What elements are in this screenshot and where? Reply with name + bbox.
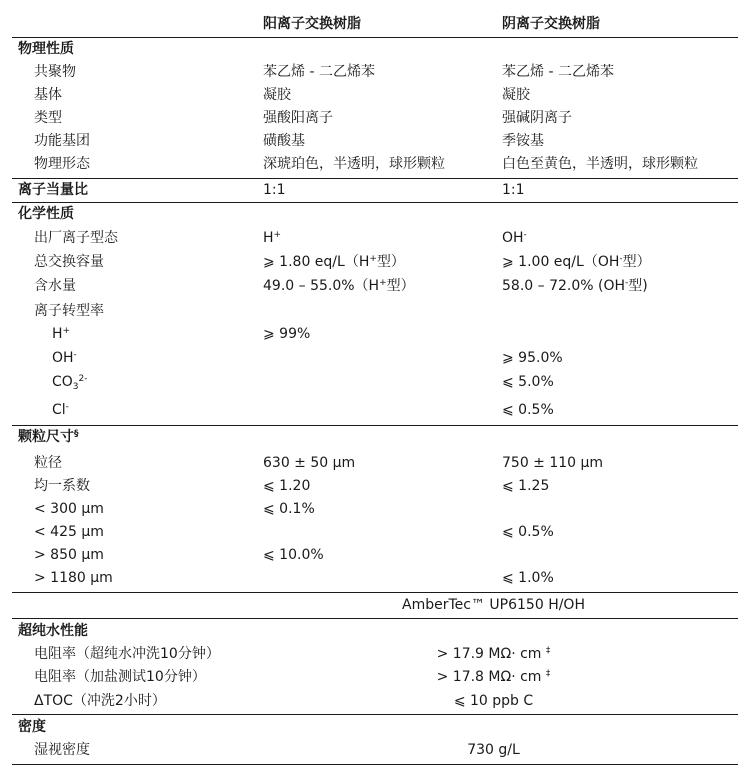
row-label: $CO_3^{2-}$ [52,374,88,392]
anion-value: 1:1 [502,182,525,198]
anion-value: ⩽ 0.5% [502,402,554,418]
section-header-physical [0,38,748,61]
divider [12,764,738,765]
section-header-particle [0,426,748,449]
table-row [0,251,748,274]
cation-value: 49.0 – 55.0%（H+型） [263,278,415,294]
table-row [0,643,748,666]
combined-value: ⩽ 10 ppb C [453,693,534,709]
anion-value: OH- [502,230,527,246]
row-label: 总交换容量 [34,254,104,270]
table-row [0,227,748,250]
row-label: 物理形态 [34,156,90,172]
row-label: OH- [52,350,77,366]
combined-value: > 17.8 MΩ· cm ‡ [436,669,551,685]
cation-value: 630 ± 50 µm [263,455,356,471]
anion-value: 白色至黄色，半透明，球形颗粒 [502,156,698,172]
row-label: 基体 [34,87,62,103]
row-label: 粒径 [34,455,62,471]
table-row [0,153,748,176]
cation-value: ⩽ 0.1% [263,501,315,517]
table-row [0,475,748,498]
row-label: > 1180 µm [34,570,113,586]
anion-value: 强碱阴离子 [502,110,572,126]
combined-value: 730 g/L [467,742,520,758]
anion-value: ⩽ 1.0% [502,570,554,586]
cation-value: 磺酸基 [263,133,305,149]
cation-value: ⩽ 10.0% [263,547,324,563]
anion-value: ⩾ 95.0% [502,350,563,366]
divider [12,592,738,593]
section-header-density [0,716,748,739]
section-title: 密度 [18,719,46,735]
row-label: 均一系数 [34,478,90,494]
table-row [0,371,748,394]
table-row [0,61,748,84]
product-name: AmberTec™ UP6150 H/OH [402,597,585,613]
table-row [0,666,748,689]
row-label: 湿视密度 [34,742,90,758]
table-row [0,275,748,298]
cation-value: ⩾ 1.80 eq/L（H+型） [263,254,405,270]
table-row [0,107,748,130]
section-title: 超纯水性能 [18,623,88,639]
row-label: > 850 µm [34,547,104,563]
anion-value: 58.0 – 72.0% (OH-型) [502,278,648,294]
anion-value: 苯乙烯 - 二乙烯苯 [502,64,614,80]
table-row [0,690,748,713]
row-label: 功能基团 [34,133,90,149]
table-row [0,544,748,567]
row-label: 类型 [34,110,62,126]
section-header-ratio [0,179,748,202]
table-row [0,399,748,422]
row-label: H+ [52,326,71,342]
divider [12,714,738,715]
table-row [0,323,748,346]
anion-value: 凝胶 [502,87,530,103]
section-title: 化学性质 [18,206,74,222]
row-label: 电阻率（加盐测试10分钟） [34,669,206,685]
section-header-chemical [0,203,748,226]
combined-value: > 17.9 MΩ· cm ‡ [436,646,551,662]
row-label: < 300 µm [34,501,104,517]
table-row [0,347,748,370]
cation-value: H+ [263,230,282,246]
row-label: < 425 µm [34,524,104,540]
cation-value: ⩽ 1.20 [263,478,311,494]
cation-value: 苯乙烯 - 二乙烯苯 [263,64,375,80]
section-header-ultrapure [0,620,748,643]
anion-value: 季铵基 [502,133,544,149]
cation-value: ⩾ 99% [263,326,311,342]
row-label: 电阻率（超纯水冲洗10分钟） [34,646,220,662]
table-row [0,739,748,762]
table-row [0,498,748,521]
column-header-row [0,13,748,36]
row-label: 离子转型率 [34,303,104,319]
row-label: ΔTOC（冲洗2小时） [34,693,166,709]
section-title: 物理性质 [18,41,74,57]
row-label: Cl- [52,402,69,418]
product-header-row [0,594,748,617]
anion-value: ⩽ 0.5% [502,524,554,540]
anion-value: ⩾ 1.00 eq/L（OH-型） [502,254,651,270]
section-title: 颗粒尺寸§ [18,429,79,445]
anion-value: ⩽ 5.0% [502,374,554,390]
table-row [0,567,748,590]
cation-value: 强酸阳离子 [263,110,333,126]
cation-value: 1:1 [263,182,286,198]
table-row [0,130,748,153]
table-row [0,452,748,475]
cation-value: 凝胶 [263,87,291,103]
row-label: 共聚物 [34,64,76,80]
anion-value: 750 ± 110 µm [502,455,604,471]
cation-value: 深琥珀色，半透明，球形颗粒 [263,156,445,172]
anion-value: ⩽ 1.25 [502,478,550,494]
table-row [0,300,748,323]
section-title: 离子当量比 [18,182,88,198]
row-label: 含水量 [34,278,76,294]
table-row [0,84,748,107]
column-header-cation: 阳离子交换树脂 [263,16,361,32]
divider [12,618,738,619]
column-header-anion: 阴离子交换树脂 [502,16,600,32]
table-row [0,521,748,544]
row-label: 出厂离子型态 [34,230,118,246]
